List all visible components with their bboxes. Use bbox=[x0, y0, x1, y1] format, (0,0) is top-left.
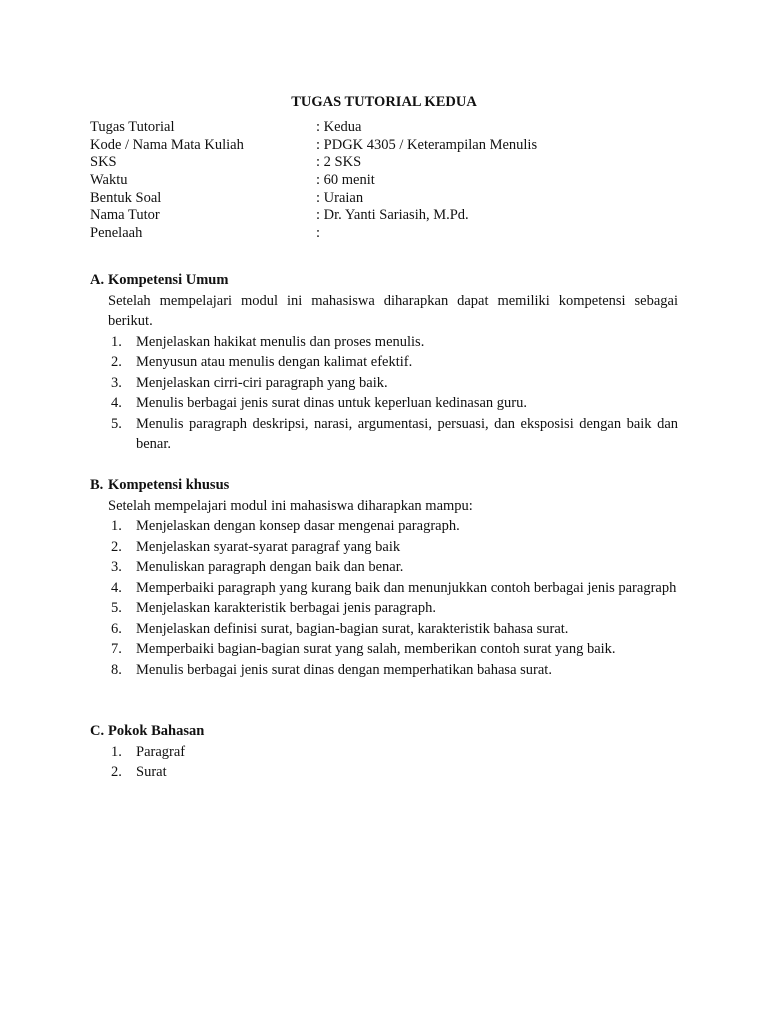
list-item bbox=[108, 373, 678, 394]
item-number: 4. bbox=[111, 579, 122, 596]
item-text: Menulis paragraph deskripsi, narasi, argumentasi, persuasi, dan eksposisi dengan baik dan benar. bbox=[136, 415, 678, 452]
info-value: : 2 SKS bbox=[316, 154, 362, 171]
item-number: 1. bbox=[111, 743, 122, 760]
list-item bbox=[108, 352, 678, 373]
info-label: Tugas Tutorial bbox=[90, 119, 175, 135]
list-item bbox=[108, 516, 678, 537]
item-number: 1. bbox=[111, 518, 122, 534]
section-heading bbox=[90, 270, 678, 291]
info-label: Waktu bbox=[90, 172, 128, 189]
list-item bbox=[108, 578, 678, 599]
info-label: Bentuk Soal bbox=[90, 189, 162, 206]
item-number: 2. bbox=[111, 764, 122, 780]
item-text: Menuliskan paragraph dengan baik dan benar. bbox=[136, 559, 404, 575]
section-heading bbox=[90, 475, 678, 496]
section-letter: B. bbox=[90, 477, 104, 493]
item-number: 8. bbox=[111, 661, 122, 678]
item-text: Menjelaskan karakteristik berbagai jenis paragraph. bbox=[136, 600, 436, 616]
info-value: : bbox=[316, 225, 321, 242]
list-item bbox=[108, 557, 678, 578]
info-label: Kode / Nama Mata Kuliah bbox=[90, 136, 244, 153]
section-pokok-bahasan bbox=[90, 721, 678, 783]
item-number: 6. bbox=[111, 620, 122, 637]
section-intro: Setelah mempelajari modul ini mahasiswa diharapkan mampu: bbox=[108, 497, 473, 514]
item-number: 2. bbox=[111, 538, 122, 555]
list-item bbox=[108, 598, 678, 619]
item-number: 3. bbox=[111, 559, 122, 575]
section-letter: C. bbox=[90, 723, 105, 739]
item-number: 3. bbox=[111, 374, 122, 391]
info-value: : Dr. Yanti Sariasih, M.Pd. bbox=[316, 207, 469, 224]
info-label: Nama Tutor bbox=[90, 207, 160, 224]
section-title: Pokok Bahasan bbox=[108, 723, 205, 739]
item-number: 5. bbox=[111, 415, 122, 432]
list-item bbox=[108, 414, 678, 455]
item-text: Paragraf bbox=[136, 743, 186, 760]
list-item bbox=[108, 537, 678, 558]
item-text: Menulis berbagai jenis surat dinas untuk keperluan kedinasan guru. bbox=[136, 395, 527, 411]
list-item bbox=[108, 393, 678, 414]
section-kompetensi-khusus bbox=[90, 475, 678, 680]
item-text: Memperbaiki bagian-bagian surat yang salah, memberikan contoh surat yang baik. bbox=[136, 641, 616, 657]
list-item bbox=[108, 639, 678, 660]
item-number: 7. bbox=[111, 641, 122, 657]
info-value: : Kedua bbox=[316, 119, 362, 135]
list-item bbox=[108, 660, 678, 681]
info-label: Penelaah bbox=[90, 225, 143, 242]
section-title: Kompetensi khusus bbox=[108, 477, 230, 493]
section-heading bbox=[90, 721, 678, 742]
item-text: Menjelaskan syarat-syarat paragraf yang baik bbox=[136, 538, 401, 555]
section-letter: A. bbox=[90, 272, 105, 288]
section-title: Kompetensi Umum bbox=[108, 272, 229, 288]
item-text: Menjelaskan dengan konsep dasar mengenai paragraph. bbox=[136, 518, 460, 534]
item-number: 1. bbox=[111, 333, 122, 350]
section-intro: Setelah mempelajari modul ini mahasiswa diharapkan dapat memiliki kompetensi sebagai berikut. bbox=[108, 292, 678, 329]
item-text: Menjelaskan cirri-ciri paragraph yang baik. bbox=[136, 374, 388, 391]
item-text: Menyusun atau menulis dengan kalimat efektif. bbox=[136, 354, 413, 370]
competency-list bbox=[108, 516, 678, 680]
item-number: 2. bbox=[111, 354, 122, 370]
item-text: Surat bbox=[136, 764, 167, 780]
section-kompetensi-umum bbox=[90, 270, 678, 455]
item-text: Menulis berbagai jenis surat dinas dengan memperhatikan bahasa surat. bbox=[136, 661, 552, 678]
document-title: TUGAS TUTORIAL KEDUA bbox=[291, 94, 477, 110]
info-label: SKS bbox=[90, 154, 117, 171]
topic-list bbox=[108, 742, 678, 783]
item-text: Memperbaiki paragraph yang kurang baik dan menunjukkan contoh berbagai jenis paragraph bbox=[136, 579, 677, 596]
list-item bbox=[108, 762, 678, 783]
info-value: : 60 menit bbox=[316, 172, 375, 189]
item-text: Menjelaskan hakikat menulis dan proses menulis. bbox=[136, 333, 425, 350]
list-item bbox=[108, 742, 678, 763]
list-item bbox=[108, 332, 678, 353]
competency-list bbox=[108, 332, 678, 455]
list-item bbox=[108, 619, 678, 640]
item-number: 5. bbox=[111, 600, 122, 616]
info-value: : Uraian bbox=[316, 189, 364, 206]
item-text: Menjelaskan definisi surat, bagian-bagian surat, karakteristik bahasa surat. bbox=[136, 620, 569, 637]
info-value: : PDGK 4305 / Keterampilan Menulis bbox=[316, 136, 538, 153]
item-number: 4. bbox=[111, 395, 122, 411]
